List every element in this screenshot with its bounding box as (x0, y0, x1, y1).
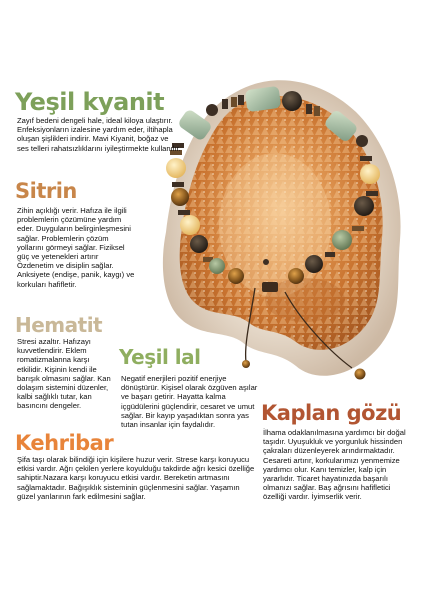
yesil-lal-heading: Yeşil lal (119, 345, 201, 369)
yesil-lal-description: Negatif enerjileri pozitif enerjiye dönüştürür. Kişisel olarak özgüven aşılar ve başarı getirir. Hayatta kalma içgüdülerini güçlendirir, cesaret ve umut sağlar. Bir kayıp yaşadıktan sonra yas tutan insanlar için faydalıdır. (121, 374, 258, 430)
hematit-heading: Hematit (15, 313, 103, 337)
kaplan-gozu-description: İlhama odaklanılmasına yardımcı bir doğal taşıdır. Uyuşukluk ve yorgunluk hissinden çakraları düzenleyerek arındırmaktadır. Cesareti artırır, korkularımızı yenmemize yardımcı olur. Kanı temizler, kalp için yararlıdır. Ticaret hayatınızda başarılı olmanızı sağlar. Baş ağrısını hafifletici özelliği vardır. İyimserlik verir. (263, 428, 406, 502)
kaplan-gozu-heading: Kaplan gözü (261, 401, 402, 425)
yesil-kyanit-heading: Yeşil kyanit (15, 88, 165, 116)
hematit-description: Stresi azaltır. Hafızayı kuvvetlendirir. Eklem romatizmalanna karşı etkilidir. Kişinin kendi ile barışık olmasını sağlar. Kan dolaşım sistemini düzenler, kalbi sağlıklı tutar, kan basıncını dengeler. (17, 337, 111, 411)
sitrin-heading: Sitrin (15, 179, 77, 203)
kehribar-heading: Kehribar (15, 431, 114, 455)
sitrin-description: Zihin açıklığı verir. Hafıza ile ilgili problemlerin çözümüne yardım eder. Duyguların belirginleşmesini sağlar. Problemlerin çözüm yollarını görmeyi sağlar. Fiziksel güç ve yetenekleri artırır Özdenetim ve disiplin sağlar. Anksiyete (endişe, panik, kaygı) ve korkuları hafifletir. (17, 206, 135, 289)
kehribar-description: Şifa taşı olarak bilindiği için kişilere huzur verir. Strese karşı koruyucu etkisi vardır. Ağrı çekilen yerlere koyulduğu takdirde ağrı kesici özelliğe sahiptir.Nazara karşı koruyucu etkisi vardır. Bereketin artmasını sağlamaktadır. Bağışıklık sisteminin güçlenmesini sağlar. Yaşamın güzel yanlarının fark edilmesini sağlar. (17, 455, 255, 501)
yesil-kyanit-description: Zayıf bedeni dengeli hale, ideal kiloya ulaştırır. Enfeksiyonların izalesine yardım eder, iltihapla oluşan şişlikleri indirir. Mavi Kiyanit, boğaz ve ses telleri rahatsızlıklarını iyileştirmekte kullanılır. (17, 116, 181, 153)
